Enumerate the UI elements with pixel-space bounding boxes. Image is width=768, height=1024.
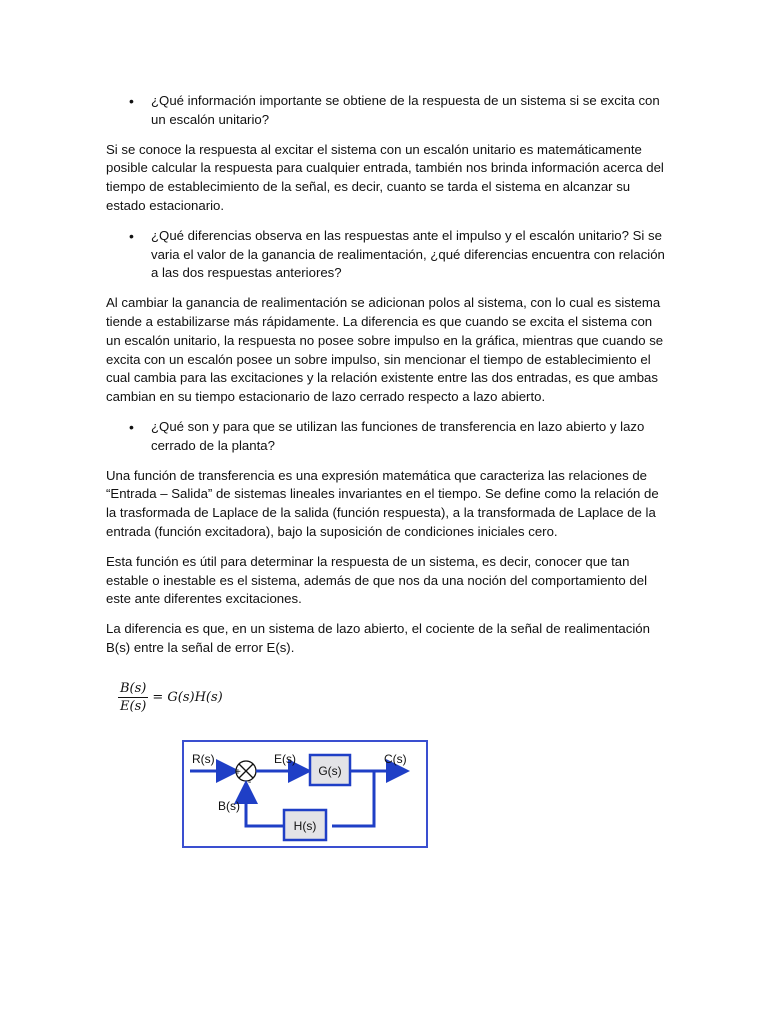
- bullet-question-2: [106, 227, 666, 283]
- paragraph-answer-2: Al cambiar la ganancia de realimentación se adicionan polos al sistema, con lo cual es sistema tiende a estabilizarse más rápidamente. La diferencia es que cuando se excita el sistema con un escalón unitario, la respuesta no posee sobre impulso en la gráfica, mientras que cuando se excita con un escalón posee un sobre impulso, sin mencionar el tiempo de establecimiento el cual cambia para las excitaciones y la relación existente entre las dos entradas, es que ambas cambian en su tiempo estacionario de lazo cerrado respecto a lazo abierto.: [106, 295, 664, 405]
- error-label: E(s): [274, 752, 296, 766]
- formula-denominator: E(s): [120, 699, 147, 714]
- forward-block-label: G(s): [318, 764, 342, 778]
- output-label: C(s): [384, 752, 407, 766]
- input-label: R(s): [192, 752, 215, 766]
- paragraph-usefulness: Esta función es útil para determinar la respuesta de un sistema, es decir, conocer que tan estable o inestable es el sistema, además de que nos da una noción del comportamiento del este ante diferentes excitaciones.: [106, 553, 648, 607]
- paragraph-definition: Una función de transferencia es una expresión matemática que caracteriza las relaciones de “Entrada – Salida” de sistemas lineales invariantes en el tiempo. Se define como la relación de la trasformada de Laplace de la salida (función respuesta), a la transformada de Laplace de la entrada (función excitadora), bajo la suposición de condiciones iniciales cero.: [106, 467, 659, 539]
- paragraph-answer-1: Si se conoce la respuesta al excitar el sistema con un escalón unitario es matemáticamente posible calcular la respuesta para cualquier entrada, también nos brinda información acerca del tiempo de establecimiento de la señal, es decir, cuanto se tarda el sistema en alcanzar su estado estacionario.: [106, 141, 664, 213]
- bullet-text: ¿Qué son y para que se utilizan las funciones de transferencia en lazo abierto y lazo cerrado de la planta?: [151, 418, 645, 453]
- bullet-text: ¿Qué diferencias observa en las respuestas ante el impulso y el escalón unitario? Si se varia el valor de la ganancia de realimentación, ¿qué diferencias encuentra con relación a las dos respuestas anteriores?: [151, 227, 665, 281]
- transfer-function-formula: [118, 681, 223, 714]
- minus-sign: -: [248, 777, 252, 788]
- formula-rhs: = G(s)H(s): [152, 690, 223, 705]
- formula-fraction: [118, 681, 148, 714]
- formula-numerator: B(s): [120, 681, 147, 696]
- paragraph-open-loop: La diferencia es que, en un sistema de lazo abierto, el cociente de la señal de realimentación B(s) entre la señal de error E(s).: [106, 621, 650, 655]
- bullet-question-1: [106, 92, 666, 130]
- bullet-dot: •: [129, 418, 134, 435]
- bullet-question-3: [106, 418, 666, 456]
- bullet-dot: •: [129, 227, 134, 244]
- bullet-text: ¿Qué información importante se obtiene de la respuesta de un sistema si se excita con un escalón unitario?: [151, 93, 660, 127]
- feedback-signal-label: B(s): [218, 799, 240, 813]
- plus-sign: +: [235, 767, 241, 778]
- block-diagram: [182, 740, 428, 848]
- feedback-block-label: H(s): [293, 819, 317, 833]
- document-body: [106, 92, 666, 669]
- bullet-dot: •: [129, 93, 134, 109]
